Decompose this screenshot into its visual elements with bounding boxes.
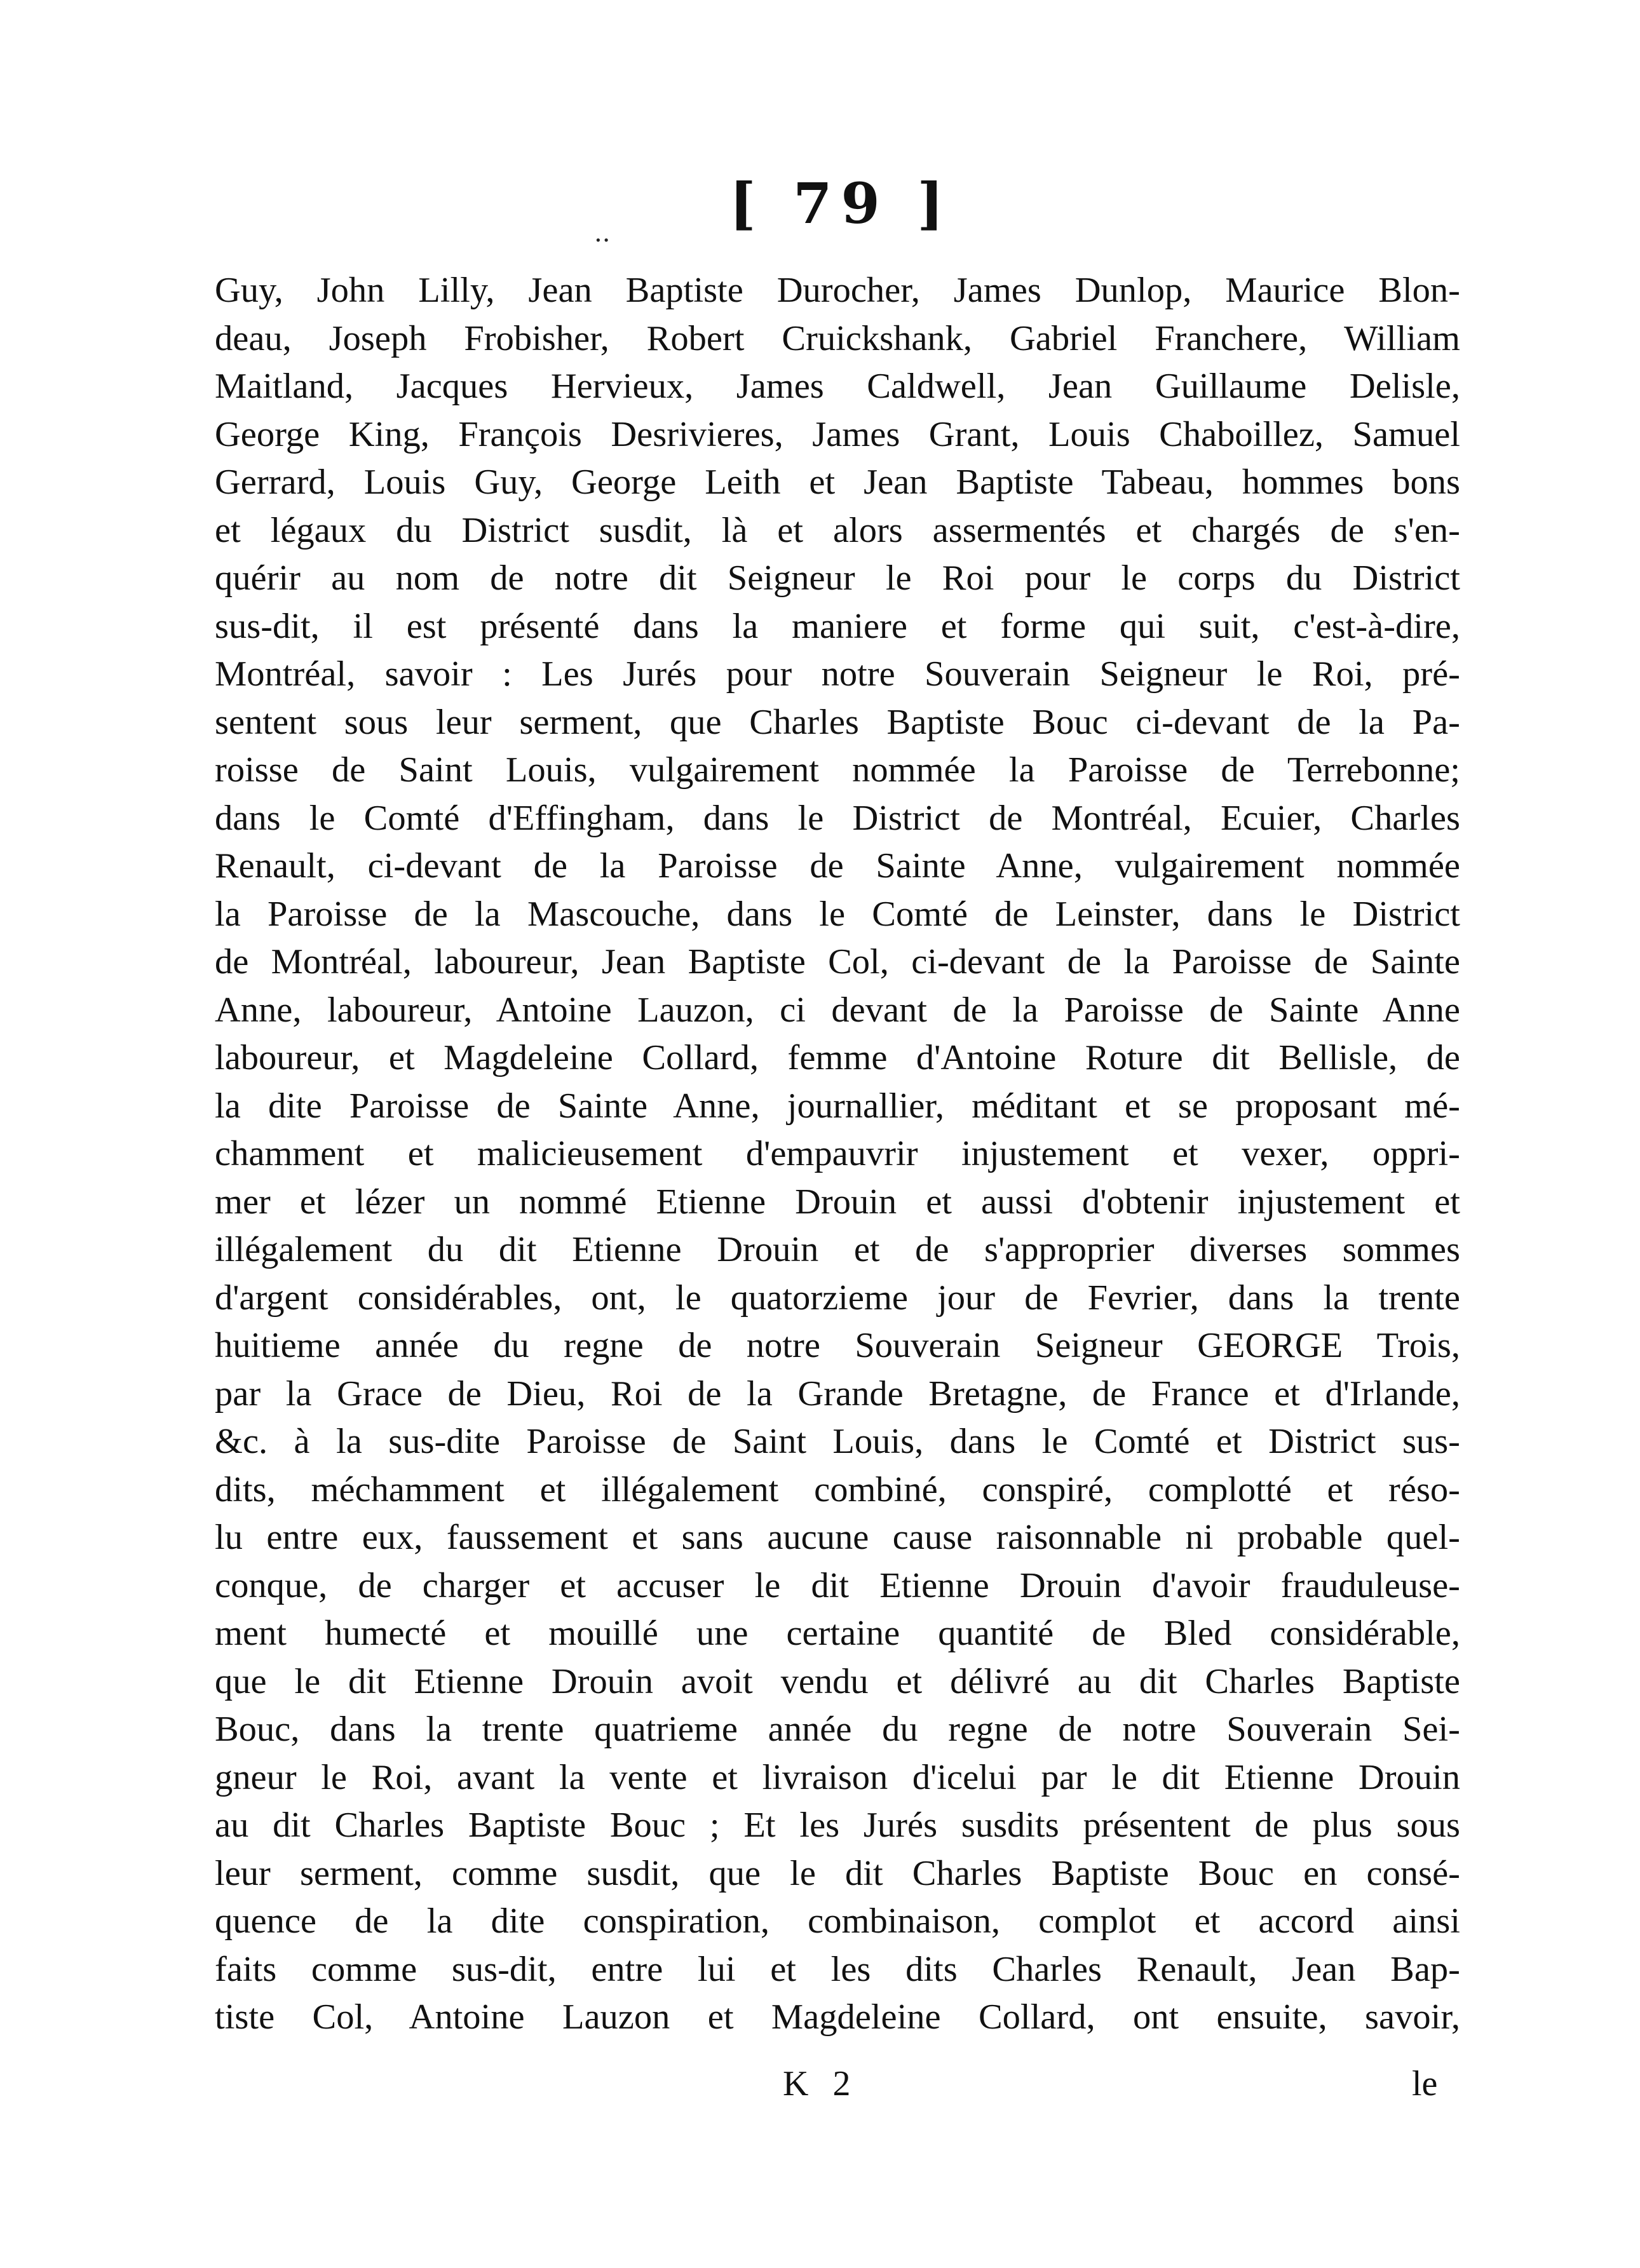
text-line: la dite Paroisse de Sainte Anne, journallier, méditant et se proposant mé- (215, 1086, 1460, 1126)
text-line: &c. à la sus-dite Paroisse de Saint Louis, dans le Comté et District sus- (215, 1422, 1460, 1461)
text-line: chamment et malicieusement d'empauvrir injustement et vexer, oppri- (215, 1134, 1460, 1173)
signature-mark: K 2 (783, 2064, 858, 2103)
text-line: Maitland, Jacques Hervieux, James Caldwell, Jean Guillaume Delisle, (215, 367, 1460, 406)
page-number: [ 79 ] (729, 170, 953, 236)
header-dots: .. (594, 219, 611, 248)
body-text (215, 267, 1460, 2042)
text-line: Gerrard, Louis Guy, George Leith et Jean Baptiste Tabeau, hommes bons (215, 462, 1460, 502)
text-line: sus-dit, il est présenté dans la maniere et forme qui suit, c'est-à-dire, (215, 606, 1460, 646)
catchword: le (1412, 2064, 1438, 2103)
text-line: Anne, laboureur, Antoine Lauzon, ci devant de la Paroisse de Sainte Anne (215, 990, 1460, 1030)
text-line: quérir au nom de notre dit Seigneur le Roi pour le corps du District (215, 558, 1460, 598)
text-line: gneur le Roi, avant la vente et livraison d'icelui par le dit Etienne Drouin (215, 1757, 1460, 1797)
text-line: huitieme année du regne de notre Souverain Seigneur GEORGE Trois, (215, 1326, 1460, 1365)
text-line: George King, François Desrivieres, James Grant, Louis Chaboillez, Samuel (215, 414, 1460, 454)
text-line: Renault, ci-devant de la Paroisse de Sainte Anne, vulgairement nommée (215, 846, 1460, 886)
text-line: conque, de charger et accuser le dit Etienne Drouin d'avoir frauduleuse- (215, 1565, 1460, 1605)
text-line: leur serment, comme susdit, que le dit Charles Baptiste Bouc en consé- (215, 1853, 1460, 1893)
text-line: sentent sous leur serment, que Charles Baptiste Bouc ci-devant de la Pa- (215, 702, 1460, 742)
text-line: et légaux du District susdit, là et alors assermentés et chargés de s'en- (215, 510, 1460, 550)
text-line: par la Grace de Dieu, Roi de la Grande Bretagne, de France et d'Irlande, (215, 1374, 1460, 1414)
text-line: roisse de Saint Louis, vulgairement nommée la Paroisse de Terrebonne; (215, 750, 1460, 790)
text-line: dans le Comté d'Effingham, dans le District de Montréal, Ecuier, Charles (215, 798, 1460, 838)
text-line: mer et lézer un nommé Etienne Drouin et aussi d'obtenir injustement et (215, 1182, 1460, 1222)
text-line: tiste Col, Antoine Lauzon et Magdeleine Collard, ont ensuite, savoir, (215, 1997, 1460, 2037)
text-line: de Montréal, laboureur, Jean Baptiste Col, ci-devant de la Paroisse de Sainte (215, 942, 1460, 982)
text-line: ment humecté et mouillé une certaine quantité de Bled considérable, (215, 1614, 1460, 1653)
text-line: laboureur, et Magdeleine Collard, femme d'Antoine Roture dit Bellisle, de (215, 1038, 1460, 1077)
text-line: Guy, John Lilly, Jean Baptiste Durocher, James Dunlop, Maurice Blon- (215, 271, 1460, 310)
text-line: Bouc, dans la trente quatrieme année du regne de notre Souverain Sei- (215, 1710, 1460, 1749)
text-line: deau, Joseph Frobisher, Robert Cruickshank, Gabriel Franchere, William (215, 318, 1460, 358)
text-line: la Paroisse de la Mascouche, dans le Comté de Leinster, dans le District (215, 894, 1460, 934)
text-line: au dit Charles Baptiste Bouc ; Et les Jurés susdits présentent de plus sous (215, 1806, 1460, 1845)
text-line: dits, méchamment et illégalement combiné, conspiré, complotté et réso- (215, 1469, 1460, 1509)
text-line: illégalement du dit Etienne Drouin et de s'approprier diverses sommes (215, 1230, 1460, 1269)
text-line: d'argent considérables, ont, le quatorzieme jour de Fevrier, dans la trente (215, 1278, 1460, 1318)
page-header (0, 170, 1640, 259)
text-line: Montréal, savoir : Les Jurés pour notre Souverain Seigneur le Roi, pré- (215, 654, 1460, 694)
page-footer (0, 2063, 1640, 2114)
text-line: que le dit Etienne Drouin avoit vendu et délivré au dit Charles Baptiste (215, 1661, 1460, 1701)
text-line: lu entre eux, faussement et sans aucune cause raisonnable ni probable quel- (215, 1518, 1460, 1557)
text-line: faits comme sus-dit, entre lui et les dits Charles Renault, Jean Bap- (215, 1949, 1460, 1989)
text-line: quence de la dite conspiration, combinaison, complot et accord ainsi (215, 1901, 1460, 1941)
